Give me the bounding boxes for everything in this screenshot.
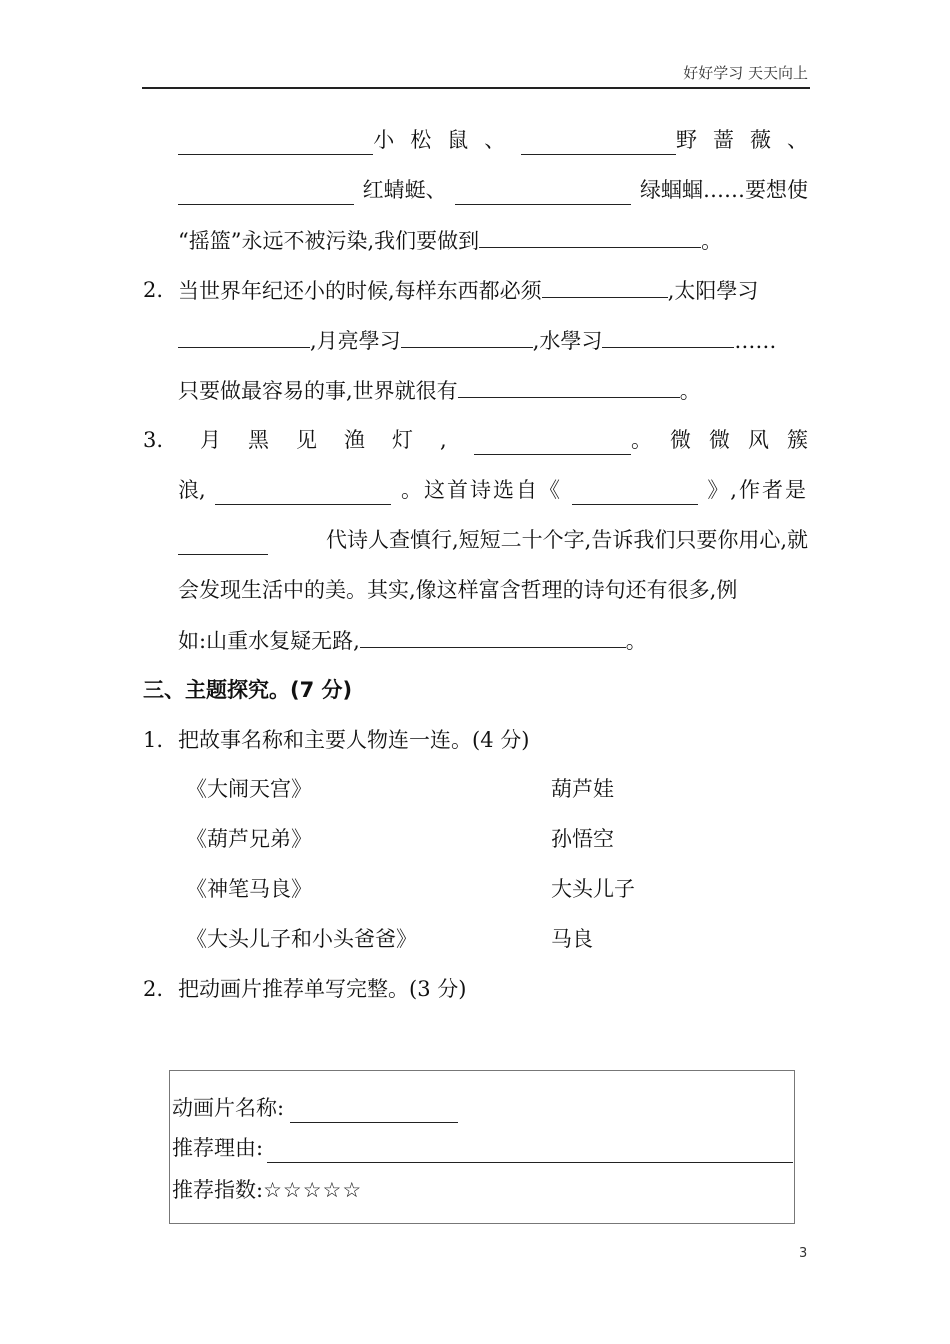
q1-line-2-text-a: 红蜻蜓、 (362, 178, 447, 202)
answer-blank[interactable] (602, 325, 734, 348)
section-3-heading: 三、主题探究。(7 分) (143, 678, 353, 702)
reason-label: 推荐理由: (172, 1136, 264, 1160)
answer-blank[interactable] (178, 532, 268, 555)
q2-number: 2. (143, 278, 164, 302)
q2-line-2 (178, 325, 776, 356)
anime-name-field[interactable] (290, 1100, 458, 1123)
q2-line-3-text-b: 。 (679, 379, 701, 403)
q2-line-2-text-b: ,水學习 (532, 329, 603, 353)
page-number: 3 (799, 1246, 808, 1261)
q2-line-1 (178, 275, 758, 306)
answer-blank[interactable] (521, 132, 676, 155)
character-name[interactable]: 葫芦娃 (551, 777, 614, 801)
card-reason-row (172, 1133, 793, 1163)
rating-stars-icon[interactable]: ☆☆☆☆☆ (263, 1178, 363, 1202)
q2-line-1-text-a: 当世界年纪还小的时候,每样东西都必须 (178, 279, 542, 303)
q1-line-1 (178, 125, 824, 155)
q3-line-1-text-b: 。微微风簇 (631, 428, 826, 452)
s3-q2-number: 2. (143, 977, 164, 1001)
q2-line-3 (178, 375, 701, 406)
q3-line-4-text: 会发现生活中的美。其实,像这样富含哲理的诗句还有很多,例 (178, 578, 738, 602)
q1-line-3-text-b: 。 (701, 229, 723, 253)
s3-q2-text: 把动画片推荐单写完整。(3 分) (178, 977, 467, 1001)
answer-blank[interactable] (542, 275, 668, 298)
answer-blank[interactable] (215, 482, 391, 505)
answer-blank[interactable] (178, 325, 310, 348)
q1-line-3 (178, 225, 722, 256)
q3-line-3-text: 代诗人查慎行,短短二十个字,告诉我们只要你用心,就 (325, 528, 808, 552)
answer-blank[interactable] (178, 132, 373, 155)
q2-line-2-text-c: …… (734, 329, 777, 353)
story-title[interactable]: 《葫芦兄弟》 (186, 827, 312, 851)
answer-blank[interactable] (474, 432, 631, 455)
s3-q1-number: 1. (143, 728, 164, 752)
q1-line-1-text-a: 小松鼠、 (373, 128, 522, 152)
rating-label: 推荐指数: (172, 1178, 264, 1202)
q3-line-2 (178, 475, 808, 505)
card-name-row (172, 1093, 458, 1123)
answer-blank[interactable] (360, 625, 626, 648)
story-title[interactable]: 《大头儿子和小头爸爸》 (186, 927, 417, 951)
q3-line-2-text-c: 》,作者是 (707, 478, 808, 502)
q3-number: 3. (143, 428, 164, 452)
header-motto: 好好学习 天天向上 (683, 64, 808, 82)
q3-line-4 (178, 575, 737, 605)
header-rule (142, 87, 810, 89)
answer-blank[interactable] (572, 482, 698, 505)
answer-blank[interactable] (458, 375, 680, 398)
answer-blank[interactable] (479, 225, 701, 248)
character-name[interactable]: 孙悟空 (551, 827, 614, 851)
character-name[interactable]: 大头儿子 (551, 877, 635, 901)
answer-blank[interactable] (178, 182, 354, 205)
card-rating-row (172, 1175, 362, 1205)
answer-blank[interactable] (401, 325, 533, 348)
answer-blank[interactable] (455, 182, 631, 205)
q3-line-1-text-a: 月黑见渔灯, (200, 428, 474, 452)
q3-line-5-text-a: 如:山重水复疑无路, (178, 629, 360, 653)
story-title[interactable]: 《神笔马良》 (186, 877, 312, 901)
q1-line-2-text-b: 绿蝈蝈……要想使 (639, 178, 808, 202)
q3-line-5 (178, 625, 647, 656)
q3-line-2-text-b: 。这首诗选自《 (401, 478, 562, 502)
story-title[interactable]: 《大闹天宫》 (186, 777, 312, 801)
q2-line-2-text-a: ,月亮學习 (310, 329, 401, 353)
anime-name-label: 动画片名称: (172, 1096, 285, 1120)
q2-line-3-text-a: 只要做最容易的事,世界就很有 (178, 379, 458, 403)
q3-line-3 (178, 525, 808, 555)
q1-line-2 (178, 175, 808, 205)
q1-line-3-text-a: “摇篮”永远不被污染,我们要做到 (178, 229, 480, 253)
reason-field[interactable] (267, 1140, 793, 1163)
character-name[interactable]: 马良 (551, 927, 593, 951)
q3-line-2-text-a: 浪, (178, 478, 206, 502)
s3-q1-text: 把故事名称和主要人物连一连。(4 分) (178, 728, 530, 752)
q3-line-5-text-b: 。 (625, 629, 647, 653)
q3-line-1 (200, 425, 826, 455)
recommendation-card (169, 1070, 795, 1224)
q2-line-1-text-b: ,太阳學习 (667, 279, 759, 303)
q1-line-1-text-b: 野蔷薇、 (676, 128, 824, 152)
